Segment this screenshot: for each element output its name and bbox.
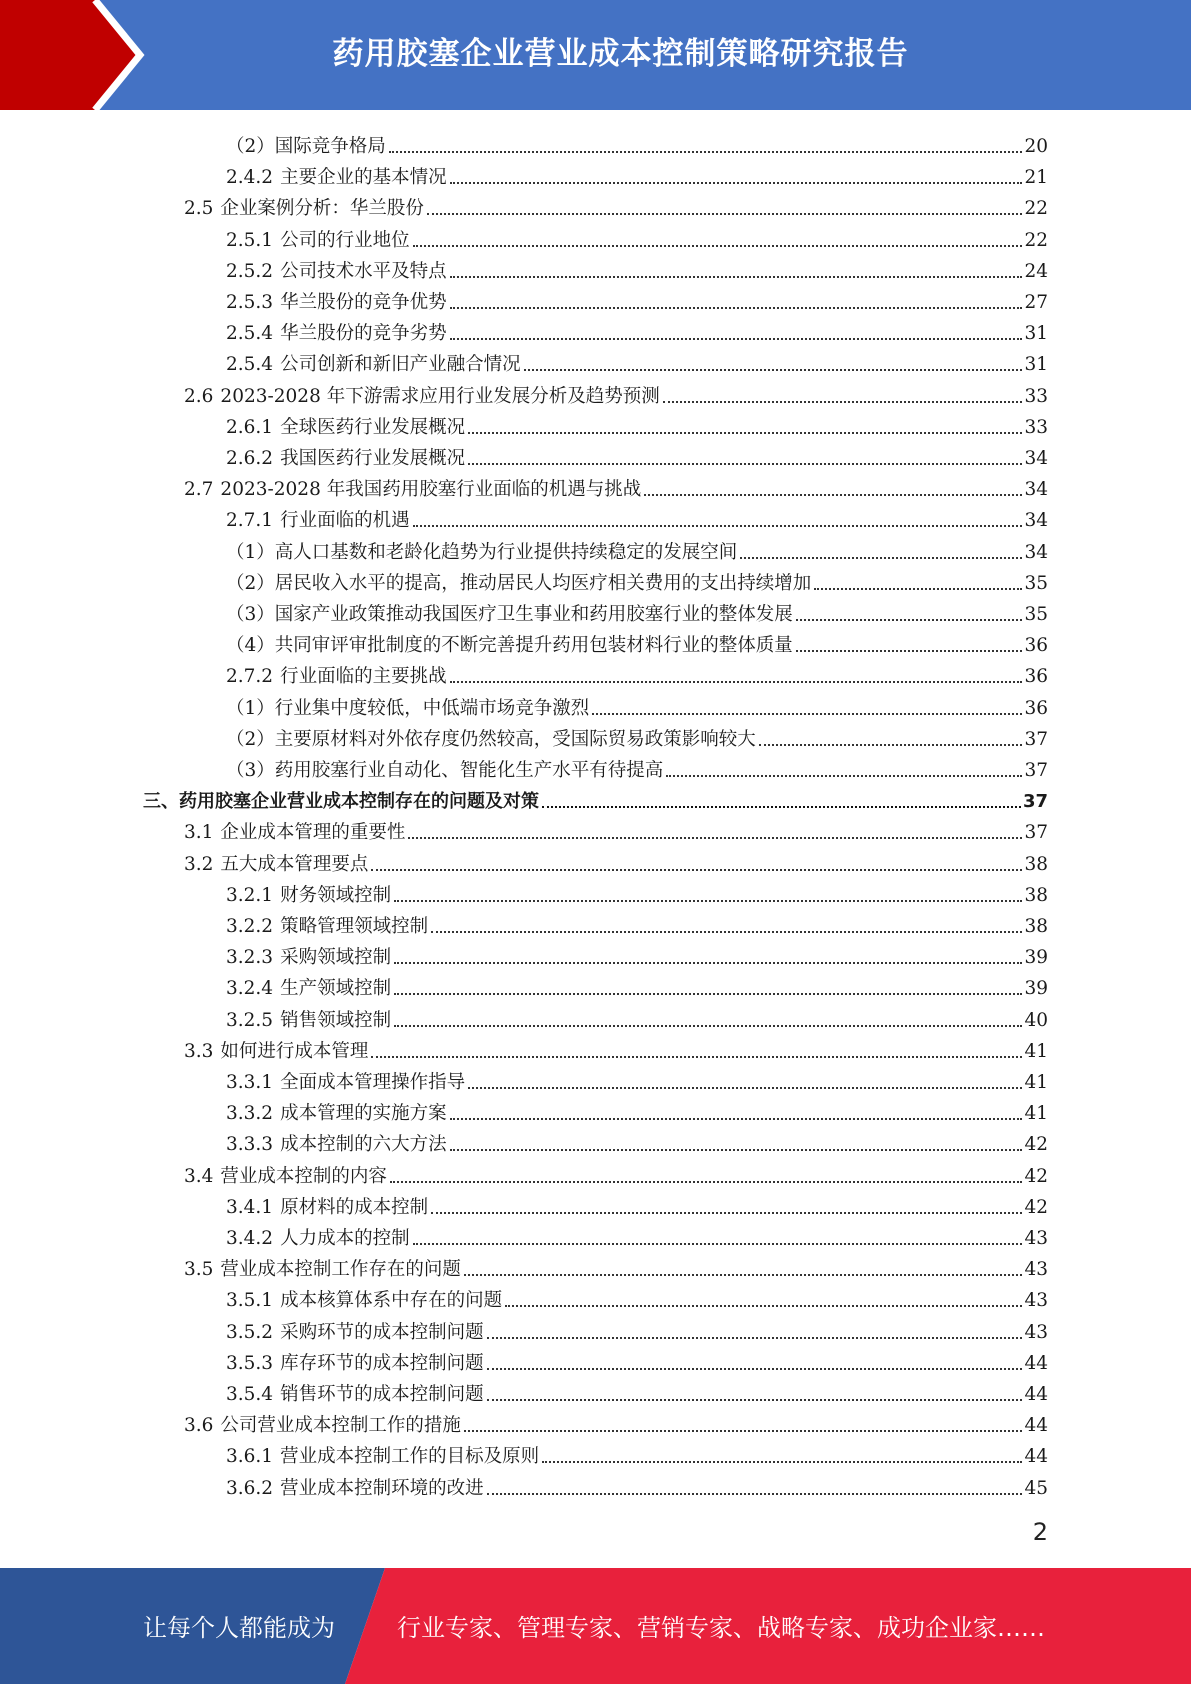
- toc-entry-number: 3.5.4: [226, 1384, 274, 1405]
- toc-entry[interactable]: [226, 565, 1048, 595]
- toc-entry-page: 39: [1024, 978, 1048, 1000]
- toc-dot-leader: [431, 1212, 1022, 1214]
- toc-dot-leader: [796, 650, 1023, 652]
- toc-entry-title: 华兰股份的竞争优势: [280, 292, 447, 313]
- toc-entry-title: 行业面临的主要挑战: [280, 666, 447, 688]
- toc-dot-leader: [487, 1493, 1023, 1495]
- toc-entry-title: 华兰股份的竞争劣势: [280, 323, 447, 345]
- toc-entry-page: 43: [1024, 1321, 1048, 1343]
- toc-entry-number: 3.2.5: [226, 1009, 274, 1031]
- toc-entry-number: 3.2.1: [226, 884, 274, 906]
- toc-entry-title: 五大成本管理要点: [220, 853, 369, 875]
- toc-entry-title: 策略管理领域控制: [280, 916, 429, 937]
- toc-entry-title: 销售环节的成本控制问题: [280, 1384, 484, 1405]
- toc-entry-title: 人力成本的控制: [280, 1228, 410, 1249]
- toc-entry-page: 37: [1024, 728, 1048, 750]
- toc-entry[interactable]: [226, 159, 1048, 189]
- toc-entry-page: 41: [1024, 1040, 1048, 1062]
- toc-entry[interactable]: [184, 1158, 1048, 1188]
- toc-entry-page: 42: [1024, 1196, 1048, 1218]
- toc-entry-page: 27: [1024, 292, 1048, 313]
- toc-entry-page: 35: [1024, 572, 1048, 594]
- toc-entry-number: 3.6.1: [226, 1446, 274, 1468]
- toc-entry-title: 全球医药行业发展概况: [280, 416, 466, 438]
- toc-dot-leader: [450, 1118, 1023, 1120]
- toc-entry[interactable]: [226, 1002, 1048, 1032]
- toc-dot-leader: [394, 962, 1022, 964]
- toc-entry-title: 2023-2028 年我国药用胶塞行业面临的机遇与挑战: [220, 479, 642, 501]
- toc-entry-number: 3.2.4: [226, 978, 274, 1000]
- toc-entry-title: 行业集中度较低，中低端市场竞争激烈: [274, 697, 590, 719]
- toc-entry-page: 34: [1024, 510, 1048, 532]
- toc-dot-leader: [450, 338, 1023, 340]
- page-number: 2: [1032, 1518, 1048, 1546]
- toc-entry-page: 36: [1024, 666, 1048, 688]
- toc-entry-page: 38: [1024, 853, 1048, 875]
- toc-entry-number: 2.5.2: [226, 260, 274, 282]
- toc-entry-page: 40: [1024, 1009, 1048, 1031]
- toc-entry[interactable]: [226, 253, 1048, 283]
- toc-entry[interactable]: [226, 1438, 1048, 1468]
- toc-entry-title: 高人口基数和老龄化趋势为行业提供持续稳定的发展空间: [274, 541, 738, 563]
- toc-entry-title: 国家产业政策推动我国医疗卫生事业和药用胶塞行业的整体发展: [274, 604, 793, 625]
- toc-entry-title: 主要原材料对外依存度仍然较高，受国际贸易政策影响较大: [274, 728, 756, 750]
- toc-dot-leader: [413, 1243, 1023, 1245]
- toc-entry-number: （1）: [226, 541, 275, 563]
- toc-entry-page: 22: [1024, 198, 1048, 220]
- toc-entry-page: 21: [1024, 167, 1048, 189]
- toc-entry-number: 3.2.2: [226, 916, 274, 937]
- toc-entry-page: 43: [1024, 1290, 1048, 1312]
- footer-slogan-left: 让每个人都能成为: [143, 1614, 335, 1642]
- toc-dot-leader: [408, 837, 1022, 839]
- toc-entry-number: 3.5: [184, 1259, 214, 1281]
- toc-entry-number: 3.2.3: [226, 947, 274, 969]
- toc-entry-number: 3.6: [184, 1415, 214, 1437]
- toc-entry[interactable]: [226, 596, 1048, 626]
- toc-entry-page: 42: [1024, 1134, 1048, 1156]
- toc-entry-title: 企业成本管理的重要性: [220, 822, 406, 844]
- toc-entry[interactable]: [184, 846, 1048, 876]
- toc-entry[interactable]: [226, 1064, 1048, 1094]
- toc-entry[interactable]: [226, 970, 1048, 1000]
- toc-entry[interactable]: [184, 814, 1048, 844]
- toc-entry-title: 成本控制的六大方法: [280, 1134, 447, 1156]
- toc-entry-number: 2.6: [184, 385, 214, 407]
- toc-entry-page: 41: [1024, 1072, 1048, 1093]
- toc-entry-page: 44: [1024, 1446, 1048, 1468]
- header-arrow-decoration: [0, 0, 160, 110]
- toc-entry-number: 3.5.3: [226, 1352, 274, 1374]
- toc-dot-leader: [505, 1305, 1022, 1307]
- toc-entry-number: （1）: [226, 697, 275, 719]
- toc-entry-page: 34: [1024, 448, 1048, 469]
- toc-entry[interactable]: [226, 128, 1048, 158]
- toc-dot-leader: [487, 1337, 1023, 1339]
- toc-entry-number: 2.7: [184, 479, 214, 501]
- toc-entry[interactable]: [226, 627, 1048, 657]
- toc-entry-title: 库存环节的成本控制问题: [280, 1352, 484, 1374]
- toc-dot-leader: [542, 806, 1021, 808]
- toc-dot-leader: [468, 1087, 1022, 1089]
- toc-dot-leader: [394, 993, 1022, 995]
- toc-entry-page: 20: [1024, 136, 1048, 157]
- toc-dot-leader: [468, 432, 1022, 434]
- toc-entry[interactable]: [226, 1220, 1048, 1250]
- toc-entry-title: 共同审评审批制度的不断完善提升药用包装材料行业的整体质量: [274, 635, 793, 657]
- toc-dot-leader: [371, 869, 1022, 871]
- toc-entry-title: 采购环节的成本控制问题: [280, 1321, 484, 1343]
- toc-entry[interactable]: [184, 1033, 1048, 1063]
- toc-entry-page: 44: [1024, 1384, 1048, 1405]
- toc-entry-page: 38: [1024, 916, 1048, 937]
- toc-entry-number: 3.5.1: [226, 1290, 274, 1312]
- toc-dot-leader: [464, 1274, 1023, 1276]
- toc-entry-page: 24: [1024, 260, 1048, 282]
- toc-dot-leader: [450, 182, 1023, 184]
- toc-entry-number: （2）: [226, 728, 275, 750]
- toc-entry-page: 36: [1024, 697, 1048, 719]
- header-red-arrow: [0, 0, 140, 110]
- toc-entry-number: 2.6.1: [226, 416, 274, 438]
- toc-dot-leader: [450, 1149, 1023, 1151]
- toc-entry-title: 财务领域控制: [280, 884, 392, 906]
- toc-dot-leader: [759, 744, 1023, 746]
- toc-entry-number: 2.5.4: [226, 323, 274, 345]
- toc-dot-leader: [413, 245, 1023, 247]
- toc-dot-leader: [450, 276, 1023, 278]
- toc-entry-page: 43: [1024, 1259, 1048, 1281]
- toc-entry[interactable]: [184, 1251, 1048, 1281]
- toc-entry-title: 公司技术水平及特点: [280, 260, 447, 282]
- toc-entry-number: 3.6.2: [226, 1477, 274, 1499]
- toc-entry-number: 2.7.1: [226, 510, 274, 532]
- toc-entry[interactable]: [226, 1282, 1048, 1312]
- toc-entry-number: 2.5.4: [226, 354, 274, 376]
- toc-entry-number: 2.5: [184, 198, 214, 220]
- toc-entry[interactable]: [226, 1126, 1048, 1156]
- toc-dot-leader: [468, 463, 1022, 465]
- toc-entry-number: 2.7.2: [226, 666, 274, 688]
- toc-entry-title: 全面成本管理操作指导: [280, 1072, 466, 1093]
- toc-entry[interactable]: [226, 1345, 1048, 1375]
- toc-entry-number: 3.5.2: [226, 1321, 274, 1343]
- toc-dot-leader: [740, 557, 1022, 559]
- toc-entry-page: 34: [1024, 479, 1048, 501]
- toc-entry-title: 营业成本控制的内容: [220, 1165, 387, 1187]
- page-footer: [0, 1568, 1191, 1684]
- toc-dot-leader: [394, 1025, 1022, 1027]
- toc-entry[interactable]: [143, 783, 1048, 813]
- toc-entry-number: 3.3: [184, 1040, 214, 1062]
- toc-dot-leader: [371, 1056, 1022, 1058]
- toc-entry-page: 36: [1024, 635, 1048, 657]
- toc-entry-number: （3）: [226, 760, 275, 781]
- toc-entry-page: 37: [1024, 760, 1048, 781]
- toc-entry[interactable]: [226, 440, 1048, 470]
- toc-dot-leader: [666, 775, 1022, 777]
- toc-entry-page: 44: [1024, 1352, 1048, 1374]
- report-title: 药用胶塞企业营业成本控制策略研究报告: [332, 36, 909, 72]
- toc-entry[interactable]: [226, 1376, 1048, 1406]
- toc-entry-page: 41: [1024, 1103, 1048, 1125]
- toc-entry-title: 公司营业成本控制工作的措施: [220, 1415, 461, 1437]
- toc-entry-number: （2）: [226, 136, 275, 157]
- toc-entry-title: 原材料的成本控制: [280, 1196, 429, 1218]
- toc-entry[interactable]: [226, 284, 1048, 314]
- toc-entry-page: 39: [1024, 947, 1048, 969]
- toc-entry-title: 公司的行业地位: [280, 229, 410, 251]
- toc-entry[interactable]: [226, 939, 1048, 969]
- toc-dot-leader: [450, 307, 1023, 309]
- toc-entry-number: 3.3.1: [226, 1072, 274, 1093]
- toc-entry[interactable]: [226, 1470, 1048, 1500]
- toc-dot-leader: [644, 494, 1022, 496]
- toc-entry-title: 营业成本控制工作存在的问题: [220, 1259, 461, 1281]
- toc-entry-title: 采购领域控制: [280, 947, 392, 969]
- toc-entry-page: 42: [1024, 1165, 1048, 1187]
- toc-entry-title: 国际竞争格局: [274, 136, 386, 157]
- toc-entry-title: 成本核算体系中存在的问题: [280, 1290, 503, 1312]
- toc-dot-leader: [431, 931, 1022, 933]
- toc-entry-title: 居民收入水平的提高，推动居民人均医疗相关费用的支出持续增加: [274, 572, 812, 594]
- toc-entry-title: 企业案例分析：华兰股份: [220, 198, 424, 220]
- toc-entry[interactable]: [226, 502, 1048, 532]
- toc-dot-leader: [487, 1399, 1023, 1401]
- toc-entry-title: 如何进行成本管理: [220, 1040, 369, 1062]
- toc-entry-title: 营业成本控制工作的目标及原则: [280, 1446, 540, 1468]
- toc-entry-number: 2.6.2: [226, 448, 274, 469]
- toc-entry-title: 成本管理的实施方案: [280, 1103, 447, 1125]
- toc-dot-leader: [450, 681, 1023, 683]
- toc-entry-page: 33: [1024, 385, 1048, 407]
- toc-entry[interactable]: [226, 1095, 1048, 1125]
- footer-slogan-right: 行业专家、管理专家、营销专家、战略专家、成功企业家……: [397, 1614, 1045, 1642]
- toc-entry[interactable]: [226, 1189, 1048, 1219]
- toc-entry[interactable]: [226, 908, 1048, 938]
- toc-dot-leader: [592, 713, 1022, 715]
- toc-entry-title: 行业面临的机遇: [280, 510, 410, 532]
- toc-entry[interactable]: [226, 315, 1048, 345]
- toc-entry-page: 43: [1024, 1228, 1048, 1249]
- toc-entry-page: 38: [1024, 884, 1048, 906]
- toc-entry-number: 3.4.2: [226, 1228, 274, 1249]
- toc-entry-number: （4）: [226, 635, 275, 657]
- toc-entry-title: 2023-2028 年下游需求应用行业发展分析及趋势预测: [220, 385, 660, 407]
- toc-entry-title: 公司创新和新旧产业融合情况: [280, 354, 521, 376]
- toc-entry-number: 3.4.1: [226, 1196, 274, 1218]
- toc-entry-number: 2.5.1: [226, 229, 274, 251]
- toc-dot-leader: [464, 1430, 1023, 1432]
- toc-dot-leader: [796, 619, 1023, 621]
- toc-entry[interactable]: [226, 409, 1048, 439]
- toc-entry[interactable]: [226, 346, 1048, 376]
- toc-entry-title: 营业成本控制环境的改进: [280, 1477, 484, 1499]
- toc-entry-page: 37: [1022, 791, 1048, 813]
- toc-entry-page: 31: [1024, 354, 1048, 376]
- toc-entry-page: 33: [1024, 416, 1048, 438]
- toc-entry-page: 22: [1024, 229, 1048, 251]
- toc-entry-number: 3.3.2: [226, 1103, 274, 1125]
- toc-entry-page: 37: [1024, 822, 1048, 844]
- toc-dot-leader: [394, 900, 1022, 902]
- toc-entry-title: 我国医药行业发展概况: [280, 448, 466, 469]
- toc-dot-leader: [389, 151, 1023, 153]
- toc-entry[interactable]: [226, 658, 1048, 688]
- page-header: [0, 0, 1191, 110]
- toc-entry-number: 3.1: [184, 822, 214, 844]
- toc-entry-title: 药用胶塞企业营业成本控制存在的问题及对策: [179, 791, 539, 813]
- toc-entry-page: 44: [1024, 1415, 1048, 1437]
- toc-dot-leader: [390, 1181, 1023, 1183]
- toc-dot-leader: [413, 525, 1023, 527]
- toc-entry[interactable]: [184, 190, 1048, 220]
- toc-entry[interactable]: [226, 690, 1048, 720]
- toc-entry-number: 3.4: [184, 1165, 214, 1187]
- toc-entry-page: 35: [1024, 604, 1048, 625]
- toc-entry-page: 31: [1024, 323, 1048, 345]
- toc-entry[interactable]: [184, 1407, 1048, 1437]
- toc-dot-leader: [542, 1461, 1022, 1463]
- toc-entry-page: 34: [1024, 541, 1048, 563]
- toc-entry-number: 3.2: [184, 853, 214, 875]
- toc-entry-number: 2.4.2: [226, 167, 274, 189]
- toc-entry-number: （3）: [226, 604, 275, 625]
- toc-entry-title: 主要企业的基本情况: [280, 167, 447, 189]
- toc-entry-title: 药用胶塞行业自动化、智能化生产水平有待提高: [274, 760, 664, 781]
- toc-entry-number: （2）: [226, 572, 275, 594]
- toc-entry[interactable]: [226, 721, 1048, 751]
- toc-dot-leader: [663, 401, 1023, 403]
- toc-entry[interactable]: [226, 1314, 1048, 1344]
- toc-entry[interactable]: [184, 471, 1048, 501]
- toc-entry-title: 销售领域控制: [280, 1009, 392, 1031]
- toc-entry[interactable]: [184, 378, 1048, 408]
- toc-entry-page: 45: [1024, 1477, 1048, 1499]
- toc-entry[interactable]: [226, 222, 1048, 252]
- toc-entry[interactable]: [226, 877, 1048, 907]
- toc-entry[interactable]: [226, 752, 1048, 782]
- toc-dot-leader: [524, 369, 1023, 371]
- toc-dot-leader: [427, 213, 1023, 215]
- toc-entry-number: 3.3.3: [226, 1134, 274, 1156]
- toc-dot-leader: [487, 1368, 1023, 1370]
- toc-dot-leader: [814, 588, 1022, 590]
- toc-entry-number: 2.5.3: [226, 292, 274, 313]
- toc-entry[interactable]: [226, 534, 1048, 564]
- toc-entry-number: 三、: [143, 791, 179, 813]
- toc-entry-title: 生产领域控制: [280, 978, 392, 1000]
